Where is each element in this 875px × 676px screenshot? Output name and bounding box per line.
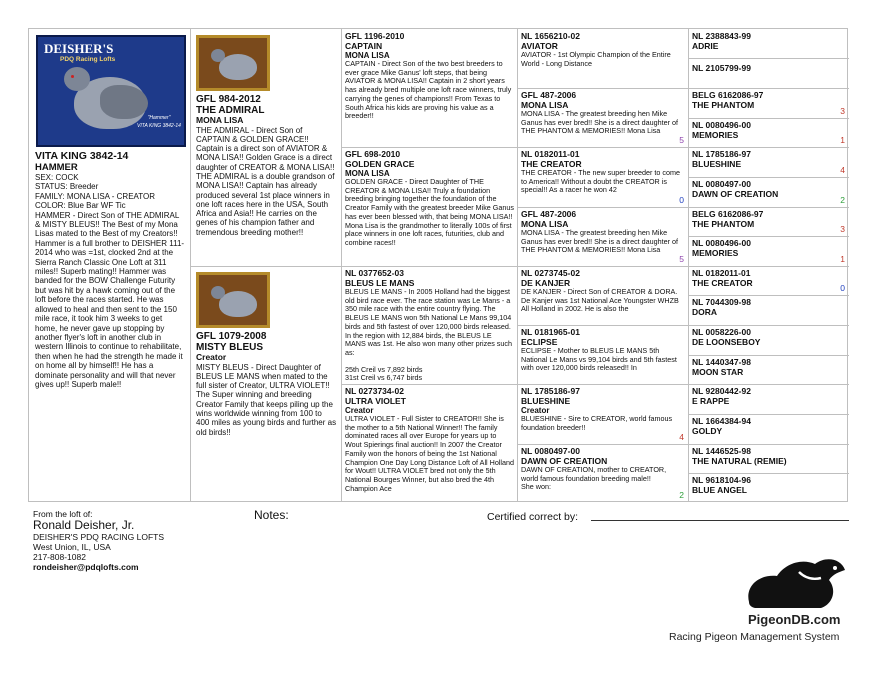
bird-notes: CAPTAIN - Direct Son of the two best breeders to ever grace Mike Ganus' loft steps, that being AVIATOR & MONA LISA!! Captain in 2 short years has already bred multiple one loft race winners, truly carrying the genes of champions!! From Texas to South Africa his kids are proving his value as a breeder!! xyxy=(345,59,512,121)
bird-number: NL 2388843-99 xyxy=(692,31,751,41)
bird-name: MEMORIES xyxy=(692,247,739,258)
bird-number: NL 1656210-02 xyxy=(521,31,580,41)
bird-number: NL 1664384-94 xyxy=(692,416,751,426)
bird-name: BLUESHINE xyxy=(692,158,742,169)
sire-family: MONA LISA xyxy=(196,115,244,125)
bird-notes: DE KANJER - Direct Son of CREATOR & DORA. De Kanjer was 1st National Ace Youngster WHZB All Holland in 2002. He is also the xyxy=(521,287,679,314)
bird-name: THE NATURAL (REMIE) xyxy=(692,455,787,466)
gen4-cell xyxy=(518,89,688,147)
bird-name: THE PHANTOM xyxy=(692,99,755,110)
bird-name: THE CREATOR xyxy=(521,158,582,169)
photo-caption-number: VITA KING 3842-14 xyxy=(137,123,181,129)
bird-name: DAWN OF CREATION xyxy=(521,455,608,466)
photo-caption: "Hammer" xyxy=(147,115,171,121)
subject-family: FAMILY: MONA LISA - CREATOR xyxy=(35,191,156,201)
bird-name: BLUESHINE xyxy=(521,395,571,406)
pigeon-body xyxy=(219,291,257,317)
gen5-cell xyxy=(689,30,849,58)
bird-number: NL 0273734-02 xyxy=(345,386,404,396)
family-mark: 4 xyxy=(840,165,845,175)
subject-status: STATUS: Breeder xyxy=(35,182,99,192)
pigeon-wing xyxy=(100,85,148,119)
family-mark: 0 xyxy=(840,283,845,293)
bird-number: BELG 6162086-97 xyxy=(692,90,764,100)
bird-name: CAPTAIN xyxy=(345,40,383,51)
bird-notes: BLUESHINE - Sire to CREATOR, world famous foundation breeder!! xyxy=(521,414,673,432)
dam-family: Creator xyxy=(196,352,227,362)
bird-results: 25th Creil vs 7,892 birds 31st Creil vs 6,747 birds xyxy=(345,364,423,383)
bird-number: NL 0182011-01 xyxy=(692,268,751,278)
bird-number: NL 0080496-00 xyxy=(692,120,751,130)
bird-notes: ECLIPSE - Mother to BLEUS LE MANS 5th National Le Mans vs 99,104 birds and 5th fastest with over 120,000 birds released!! In xyxy=(521,346,677,373)
bird-name: DE KANJER xyxy=(521,277,571,288)
bird-name: MOON STAR xyxy=(692,366,744,377)
bird-number: GFL 1196-2010 xyxy=(345,31,405,41)
subject-color: COLOR: Blue Bar WF Tic xyxy=(35,201,126,211)
bird-notes: ULTRA VIOLET - Full Sister to CREATOR!! She is the mother to a 5th National Winner!! The family dominated races all over Europe for years up to Wout Spierings final auction!! In 2007 the Creator Family won the honors of being the 1st National Champion One Day Long Distance Loft of All Holland for Wout!! ULTRA VIOLET bred not only the 5th National Bourges Winner, but also bred the 4th Champion Ace xyxy=(345,414,515,493)
pedigree-grid xyxy=(28,28,848,502)
bird-name: GOLDY xyxy=(692,425,723,436)
family-mark: 0 xyxy=(679,195,684,205)
gen5-cell xyxy=(689,415,849,444)
bird-name: MONA LISA xyxy=(521,218,569,229)
pigeondb-logo-icon xyxy=(741,552,851,610)
subject-sex: SEX: COCK xyxy=(35,173,79,182)
bird-notes: MONA LISA - The greatest breeding hen Mike Ganus has ever bred!! She is a direct daughter of THE PHANTOM & MEMORIES!! Mona Lisa xyxy=(521,228,679,255)
family-mark: 2 xyxy=(840,195,845,205)
owner-name: Ronald Deisher, Jr. xyxy=(33,518,135,532)
bird-family: MONA LISA xyxy=(345,169,390,178)
family-mark: 5 xyxy=(679,254,684,264)
bird-number: NL 0182011-01 xyxy=(521,149,580,159)
family-mark: 1 xyxy=(840,135,845,145)
subject-photo xyxy=(36,35,186,147)
gen3-cell xyxy=(342,385,517,502)
gen4-cell xyxy=(518,267,688,325)
gen5-cell xyxy=(689,237,849,266)
bird-number: NL 1446525-98 xyxy=(692,446,751,456)
logo-name: PigeonDB.com xyxy=(748,612,841,627)
subject-name: HAMMER xyxy=(35,161,78,173)
gen5-cell xyxy=(689,59,849,88)
family-mark: 3 xyxy=(840,106,845,116)
bird-family: MONA LISA xyxy=(345,51,390,60)
bird-name: MEMORIES xyxy=(692,129,739,140)
bird-name: BLUE ANGEL xyxy=(692,484,747,495)
row-divider xyxy=(190,266,341,267)
family-mark: 4 xyxy=(679,432,684,442)
dam-cell xyxy=(193,329,340,501)
gen5-cell xyxy=(689,326,849,355)
from-loft-label: From the loft of: xyxy=(33,509,93,519)
photo-brand-sub: PDQ Racing Lofts xyxy=(60,56,116,63)
gen5-cell xyxy=(689,267,849,295)
notes-label: Notes: xyxy=(254,508,289,522)
family-mark: 3 xyxy=(840,224,845,234)
dam-name: MISTY BLEUS xyxy=(196,342,264,353)
gen5-cell xyxy=(689,296,849,325)
bird-number: GFL 698-2010 xyxy=(345,149,401,159)
bird-number: NL 0080497-00 xyxy=(521,446,580,456)
gen5-cell xyxy=(689,148,849,177)
bird-number: BELG 6162086-97 xyxy=(692,209,764,219)
bird-number: NL 1440347-98 xyxy=(692,357,751,367)
bird-number: GFL 487-2006 xyxy=(521,90,577,100)
bird-notes: DAWN OF CREATION, mother to CREATOR, world famous foundation breeding male!! She won: xyxy=(521,465,667,492)
bird-number: NL 1785186-97 xyxy=(692,149,751,159)
bird-name: ULTRA VIOLET xyxy=(345,395,406,406)
bird-number: NL 7044309-98 xyxy=(692,297,751,307)
bird-name: DORA xyxy=(692,306,718,317)
bird-family: Creator xyxy=(345,406,374,415)
bird-number: NL 9280442-92 xyxy=(692,386,751,396)
dam-number: GFL 1079-2008 xyxy=(196,331,267,342)
bird-name: ADRIE xyxy=(692,40,719,51)
gen4-cell xyxy=(518,30,688,88)
bird-name: DAWN OF CREATION xyxy=(692,188,779,199)
bird-name: ECLIPSE xyxy=(521,336,558,347)
gen5-cell xyxy=(689,356,849,384)
pigeon-head xyxy=(211,286,225,299)
signature-line xyxy=(591,520,849,521)
bird-name: GOLDEN GRACE xyxy=(345,158,415,169)
pigeon-head xyxy=(64,67,90,91)
bird-name: AVIATOR xyxy=(521,40,558,51)
bird-number: NL 0058226-00 xyxy=(692,327,751,337)
bird-number: NL 0080497-00 xyxy=(692,179,751,189)
family-mark: 1 xyxy=(840,254,845,264)
sire-cell xyxy=(193,92,340,264)
bird-notes: GOLDEN GRACE - Direct Daughter of THE CREATOR & MONA LISA!! Truly a foundation breeding bringing together the foundation of the Creator Family with the greatest breeder Mike Ganus has ever been blessed with, that being MONA LISA!! Mona Lisa is the grandmother to literally 100s of first place winners in one loft races, futurities, club and combine races!! xyxy=(345,177,514,247)
bird-number: NL 1785186-97 xyxy=(521,386,580,396)
bird-name: DE LOONSEBOY xyxy=(692,336,761,347)
pigeon-eye xyxy=(71,75,74,78)
sire-name: THE ADMIRAL xyxy=(196,105,265,116)
sire-notes: THE ADMIRAL - Direct Son of CAPTAIN & GOLDEN GRACE!! Captain is a direct son of AVIATOR & MONA LISA!! Golden Grace is a direct daughter of CREATOR & MONA LISA!! THE ADMIRAL is a double grandson of MONA LISA!! Captain has already produced several 1st place winners in one loft races here in the USA, South Africa and Asia!! He carries on the genes of his champion father and tremendous breeding mother!! xyxy=(196,125,335,237)
column-divider xyxy=(190,29,191,501)
gen4-cell xyxy=(518,148,688,207)
pigeon-head xyxy=(211,49,225,62)
family-mark: 2 xyxy=(679,490,684,500)
bird-number: NL 0273745-02 xyxy=(521,268,580,278)
sire-number: GFL 984-2012 xyxy=(196,94,261,105)
gen5-cell xyxy=(689,119,849,147)
bird-notes: BLEUS LE MANS - In 2005 Holland had the biggest old bird race ever. The race station was Le Mans - a 350 mile race with the entire country flying. The BLEUS LE MANS won 5th National Le Mans 99,104 birds and 5th fastest of over 120,000 birds released. In the region with 12,884 birds, the BLEUS LE MANS was 1st. He also won many other prizes such as: xyxy=(345,287,512,357)
bird-notes: MONA LISA - The greatest breeding hen Mike Ganus has ever bred!! She is a direct daughter of THE PHANTOM & MEMORIES!! Mona Lisa xyxy=(521,109,679,136)
subject-cell xyxy=(32,149,189,501)
bird-number: NL 0080496-00 xyxy=(692,238,751,248)
loft-phone: 217-808-1082 xyxy=(33,552,86,562)
photo-brand: DEISHER'S xyxy=(44,41,114,56)
family-mark: 5 xyxy=(679,135,684,145)
bird-number: NL 2105799-99 xyxy=(692,63,751,73)
sire-photo xyxy=(196,35,270,91)
bird-number: NL 0377652-03 xyxy=(345,268,404,278)
gen5-cell xyxy=(689,208,849,236)
pigeon-body xyxy=(219,54,257,80)
gen5-cell xyxy=(689,445,849,473)
bird-notes: AVIATOR - 1st Olympic Champion of the Entire World - Long Distance xyxy=(521,50,671,68)
gen5-cell xyxy=(689,385,849,414)
bird-number: NL 9618104-96 xyxy=(692,475,751,485)
bird-notes: THE CREATOR - The new super breeder to come to America!! Without a doubt the CREATOR is special!! As a racer he won 42 xyxy=(521,168,680,195)
bird-name: THE CREATOR xyxy=(692,277,753,288)
dam-notes: MISTY BLEUS - Direct Daughter of BLEUS LE MANS when mated to the full sister of Creator, ULTRA VIOLET!! The Super winning and breeding Creator Family that keeps piling up the wins worldwide winning from 100 to 400 miles as young birds and further as old birds!! xyxy=(196,362,337,437)
bird-name: THE PHANTOM xyxy=(692,218,755,229)
bird-name: BLEUS LE MANS xyxy=(345,277,415,288)
subject-notes: HAMMER - Direct Son of THE ADMIRAL & MISTY BLEUS!! The Best of my Mona Lisas mated to the Best of my Creators!! Hammer is a full brother to DEISHER 111-2014 who was =1st, clocked 2nd at the Sierra Ranch Classic One Loft at 311 miles!! Superb mating!! Hammer was banded for the BOW Challenge Futurity but was hit by a hawk coming out of the loft before the races started. He was allowed to heal and then sent to the 150 mile race, it took him 3 weeks to get home, he never gave up stopping by another flyer's loft in another club in western Illinois to continue to rehabilitate, then when he had the strength he made it on home all by himself!! He has a dominate personality and will that never gives up!! Superb male!! xyxy=(35,210,185,389)
gen3-cell xyxy=(342,30,517,147)
gen4-cell xyxy=(518,385,688,444)
gen5-cell xyxy=(689,178,849,207)
gen5-cell xyxy=(689,474,849,502)
logo-tagline: Racing Pigeon Management System xyxy=(669,631,840,643)
certified-label: Certified correct by: xyxy=(487,511,579,523)
bird-name: E RAPPE xyxy=(692,395,730,406)
bird-name: MONA LISA xyxy=(521,99,569,110)
bird-family: Creator xyxy=(521,406,550,415)
dam-photo xyxy=(196,272,270,328)
loft-email: rondeisher@pdqlofts.com xyxy=(33,562,139,572)
gen3-cell xyxy=(342,267,517,384)
gen4-cell xyxy=(518,445,688,502)
gen4-cell xyxy=(518,326,688,384)
subject-number: VITA KING 3842-14 xyxy=(35,150,129,162)
gen3-cell xyxy=(342,148,517,265)
gen4-cell xyxy=(518,208,688,266)
gen5-cell xyxy=(689,89,849,118)
bird-number: NL 0181965-01 xyxy=(521,327,580,337)
bird-number: GFL 487-2006 xyxy=(521,209,577,219)
loft-city: West Union, IL, USA xyxy=(33,542,111,552)
loft-name: DEISHER'S PDQ RACING LOFTS xyxy=(33,532,165,542)
